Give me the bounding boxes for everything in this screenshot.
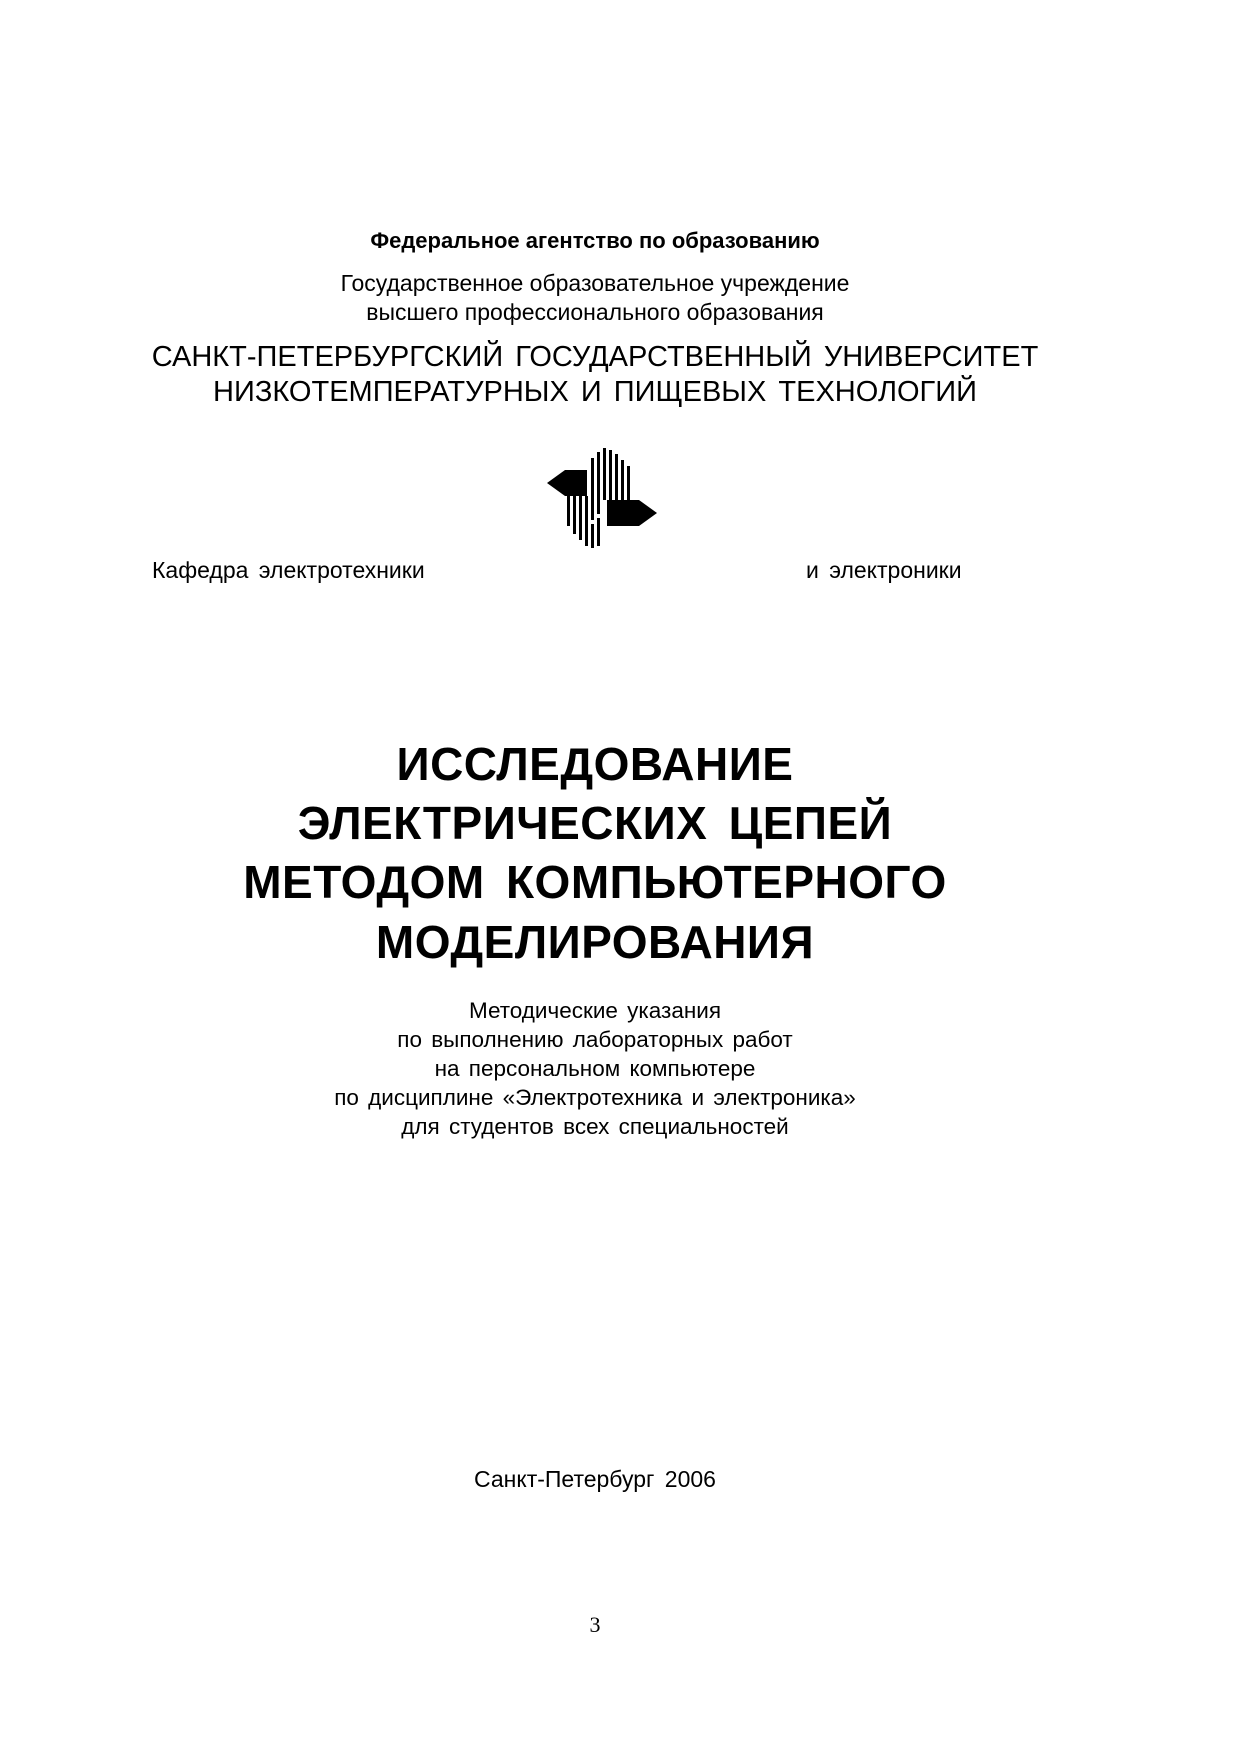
page-number: 3	[589, 1612, 601, 1637]
city-year: Санкт-Петербург 2006	[474, 1466, 716, 1492]
document-title-line-3: МЕТОДОМ КОМПЬЮТЕРНОГО	[243, 856, 947, 908]
subtitle-line-4: по дисциплине «Электротехника и электроника»	[334, 1085, 856, 1110]
subtitle-line-3: на персональном компьютере	[434, 1056, 756, 1081]
subtitle-line-1: Методические указания	[468, 998, 722, 1023]
document-title-line-1: ИССЛЕДОВАНИЕ	[396, 738, 794, 790]
subtitle-line-2: по выполнению лабораторных работ	[397, 1027, 793, 1052]
document-title-line-2: ЭЛЕКТРИЧЕСКИХ ЦЕПЕЙ	[297, 797, 893, 849]
university-name-line-1: САНКТ-ПЕТЕРБУРГСКИЙ ГОСУДАРСТВЕННЫЙ УНИВЕРСИТЕТ	[151, 341, 1039, 373]
department-name-right: и электроники	[806, 557, 962, 583]
institution-line-2: высшего профессионального образования	[366, 299, 824, 325]
subtitle-line-5: для студентов всех специальностей	[401, 1114, 789, 1139]
university-emblem-icon	[547, 448, 657, 548]
institution-line-1: Государственное образовательное учреждение	[340, 270, 850, 296]
agency-name: Федеральное агентство по образованию	[370, 228, 820, 253]
document-title-line-4: МОДЕЛИРОВАНИЯ	[375, 916, 815, 968]
department-name-left: Кафедра электротехники	[152, 557, 425, 583]
university-name-line-2: НИЗКОТЕМПЕРАТУРНЫХ И ПИЩЕВЫХ ТЕХНОЛОГИЙ	[213, 376, 977, 408]
